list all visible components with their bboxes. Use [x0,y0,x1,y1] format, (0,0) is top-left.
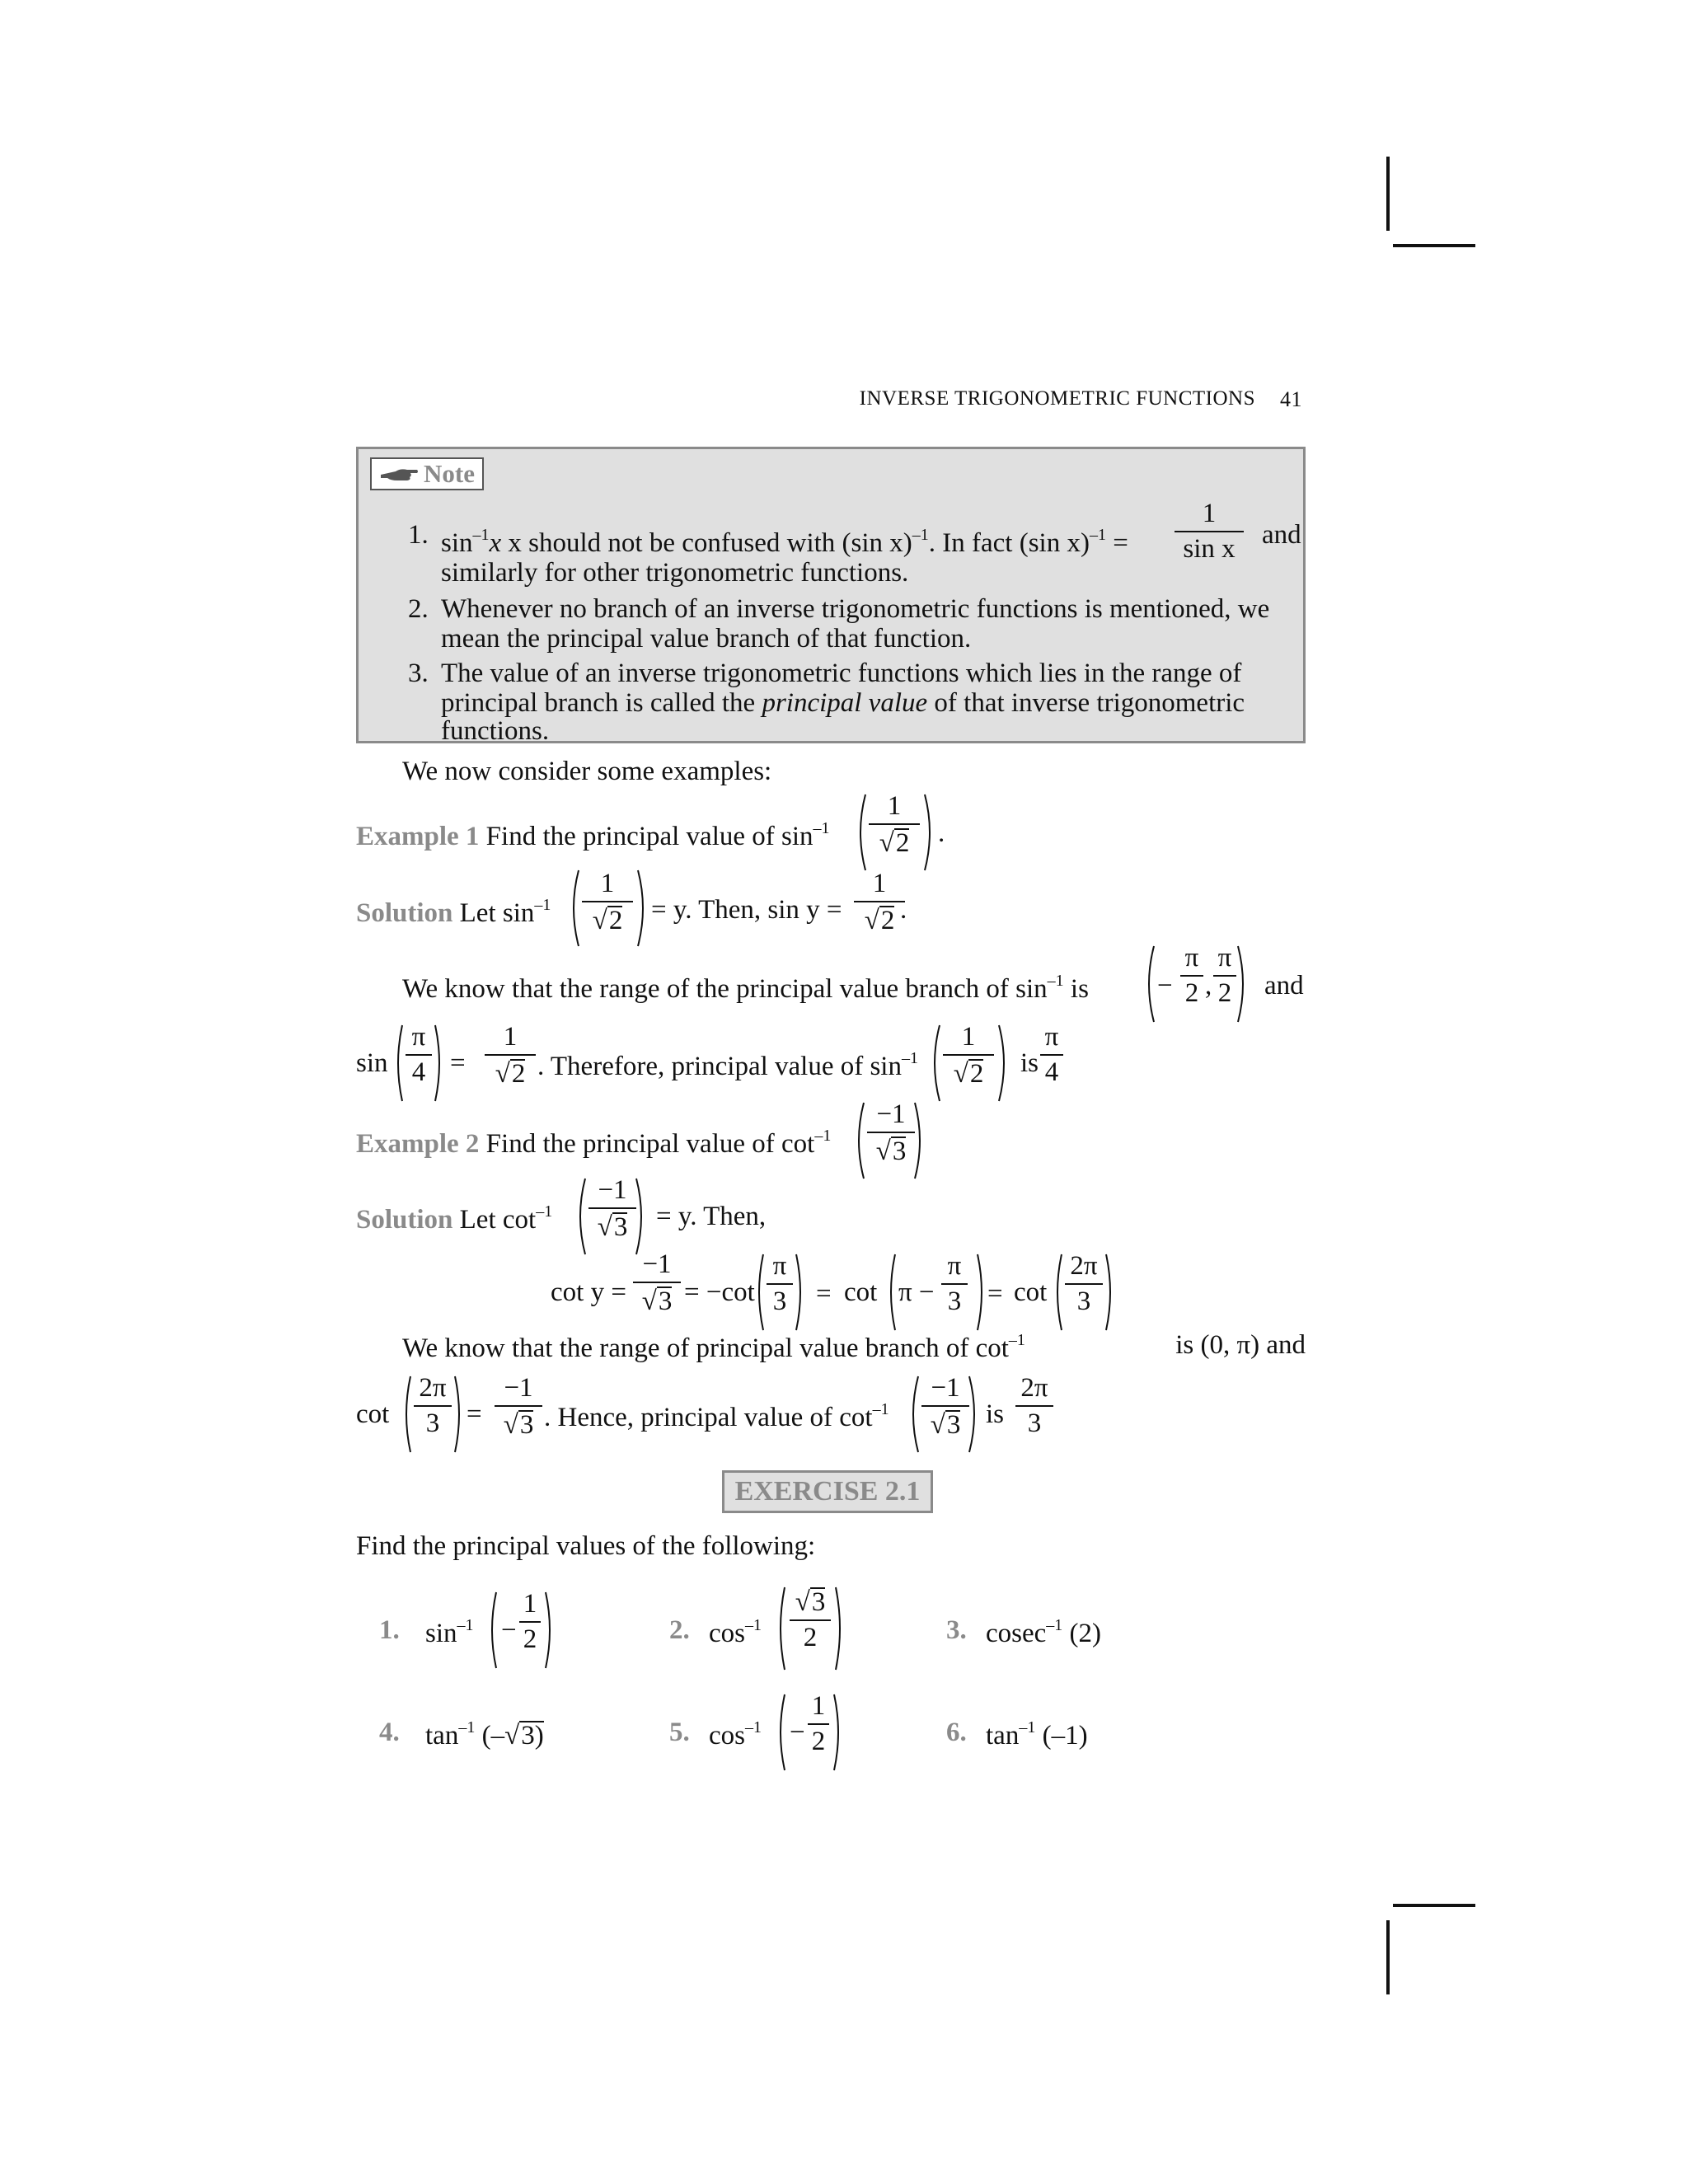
crop-mark [1393,1904,1475,1907]
fraction: π 2 [1180,944,1203,1007]
pointing-hand-icon [379,465,419,483]
crop-mark [1386,1920,1390,1994]
note-tag [370,457,484,490]
fraction: √3 2 [790,1587,831,1652]
exercise-item-2: $\cos^{-1}$ [709,1616,762,1648]
fraction: −1 √3 [495,1375,542,1439]
fraction: 1 2 [519,1591,541,1653]
fraction: π 3 [941,1253,968,1315]
fraction: 1 sin x [1175,500,1244,563]
exercise-number: 5. [669,1718,690,1747]
word-and: and [1262,520,1301,550]
fraction: −1 √3 [588,1177,636,1241]
note-item-1: $\sin^{-1}x$ x should not be confused with (sin x)$^{-1}$. In fact (sin x)$^{-1}$ = [441,526,1128,558]
exercise-number: 2. [669,1615,690,1645]
fraction: −1 √3 [867,1101,915,1165]
note-item-2-line2: mean the principal value branch of that function. [441,624,972,654]
exercise-number: 1. [379,1615,400,1645]
exercise-number: 3. [946,1615,967,1645]
fraction: 2π 3 [414,1375,452,1437]
fraction: 1 √2 [485,1024,536,1088]
fraction: π 4 [406,1024,432,1086]
var-x: x [489,528,502,558]
fraction: 1 2 [808,1693,829,1755]
fraction: 1 √2 [869,793,920,857]
running-header [849,387,1302,412]
example-label: Example 2 [356,1129,480,1159]
exercise-item-6: $\tan^{-1} (-1)$ [986,1718,1088,1750]
cot-range-sentence: We know that the range of principal value branch of $\cot^{-1}$ is (0, π) and [402,1330,1306,1363]
page-number: 41 [1280,387,1302,411]
exercise-instruction: Find the principal values of the following: [356,1531,816,1561]
example-1-heading: Example 1 Find the principal value of $\sin^{-1}$ [356,819,830,851]
crop-mark [1393,244,1475,247]
exercise-item-5: $\cos^{-1}$ [709,1718,762,1750]
fraction: 1 √2 [582,870,633,935]
exercise-title: EXERCISE 2.1 [722,1470,933,1513]
note-label: Note [424,459,475,488]
example-label: Example 1 [356,822,480,851]
solution-label: Solution [356,1205,453,1235]
note-item-number: 3. [408,658,429,688]
intro-text: We now consider some examples: [402,757,772,786]
note-item-3-line3: functions. [441,716,550,746]
note-box [356,447,1306,746]
note-item-3-line1: The value of an inverse trigonometric functions which lies in the range of [441,658,1242,688]
exercise-item-4: $\tan^{-1} (-√3)$ [425,1718,544,1750]
header-title: INVERSE TRIGONOMETRIC FUNCTIONS [859,387,1255,410]
solution-2: Solution Let $\cot^{-1}$ [356,1202,553,1235]
exercise-number: 6. [946,1718,967,1747]
exercise-number: 4. [379,1718,400,1747]
fraction: −1 √3 [921,1375,969,1439]
term-principal-value: principal value [762,688,928,718]
note-item-1-line2: similarly for other trigonometric functions. [441,558,909,588]
fraction: −1 √3 [633,1251,681,1315]
exercise-item-3: cosec$^{-1}$ (2) [986,1616,1102,1648]
note-item-number: 2. [408,594,429,624]
solution-label: Solution [356,898,453,928]
solution-1: Solution Let $\sin^{-1}$ [356,896,551,928]
example-2-heading: Example 2 Find the principal value of $\cot^{-1}$ [356,1127,832,1159]
note-item-number: 1. [408,520,429,550]
fraction: 2π 3 [1015,1375,1053,1437]
range-sentence: We know that the range of the principal value branch of $\sin^{-1}$ is [402,972,1089,1004]
fraction: 1 √2 [854,870,905,935]
exercise-item-1: $\sin^{-1}$ [425,1616,474,1648]
note-item-2-line1: Whenever no branch of an inverse trigonometric functions is mentioned, we [441,594,1270,624]
fraction: 1 √2 [943,1024,994,1088]
fraction: π 3 [767,1253,793,1315]
fraction: 2π 3 [1065,1253,1103,1315]
fraction: π 2 [1213,944,1236,1007]
fraction: π 4 [1040,1024,1063,1086]
crop-mark [1386,157,1390,231]
note-item-3-line2: principal branch is called the principal value of that inverse trigonometric [441,688,1245,718]
